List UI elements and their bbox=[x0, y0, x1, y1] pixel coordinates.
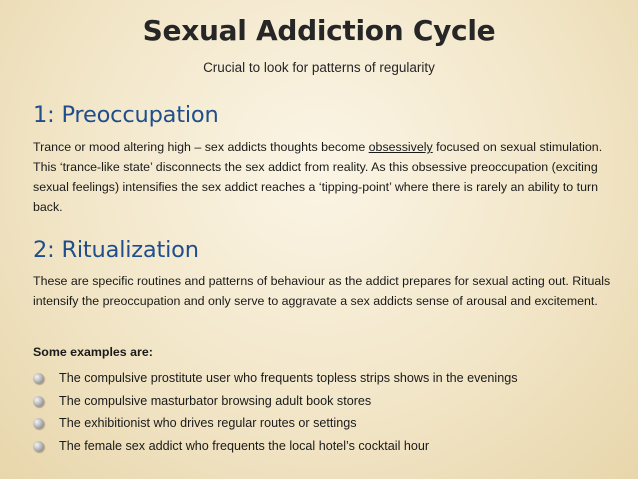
preoccupation-text-end: focused on sexual stimulation. This ‘trance-like state’ disconnects the sex addict from reality. As this obsessive preoccupation (exciting sexual feelings) intensifies the sex addict reaches a ‘tipping-point’ where there is rarely an ability to turn back. bbox=[33, 140, 603, 214]
section-heading-ritualization: 2: Ritualization bbox=[33, 237, 199, 263]
list-item bbox=[33, 435, 623, 458]
section-heading-preoccupation: 1: Preoccupation bbox=[33, 102, 219, 128]
preoccupation-text-start: Trance or mood altering high – sex addicts thoughts become bbox=[33, 140, 369, 154]
ritualization-paragraph: These are specific routines and patterns of behaviour as the addict prepares for sexual acting out. Rituals intensify the preoccupation and only serve to aggravate a sex addicts sense of arousal and excitement. bbox=[33, 274, 611, 308]
list-item-text: The compulsive prostitute user who frequents topless strips shows in the evenings bbox=[59, 371, 518, 385]
examples-list bbox=[33, 367, 623, 457]
sphere-bullet-icon bbox=[33, 396, 44, 407]
slide-subtitle: Crucial to look for patterns of regularity bbox=[203, 60, 435, 75]
list-item bbox=[33, 390, 623, 413]
examples-label: Some examples are: bbox=[33, 345, 153, 359]
list-item-text: The compulsive masturbator browsing adult book stores bbox=[59, 393, 372, 408]
list-item-text: The exhibitionist who drives regular routes or settings bbox=[59, 416, 357, 430]
underlined-word: obsessively bbox=[368, 140, 433, 154]
preoccupation-paragraph bbox=[33, 137, 618, 217]
slide-title: Sexual Addiction Cycle bbox=[142, 14, 496, 47]
list-item-text: The female sex addict who frequents the local hotel’s cocktail hour bbox=[59, 438, 430, 453]
sphere-bullet-icon bbox=[33, 418, 44, 429]
list-item bbox=[33, 367, 623, 390]
list-item bbox=[33, 412, 623, 435]
sphere-bullet-icon bbox=[33, 441, 44, 452]
sphere-bullet-icon bbox=[33, 373, 44, 384]
